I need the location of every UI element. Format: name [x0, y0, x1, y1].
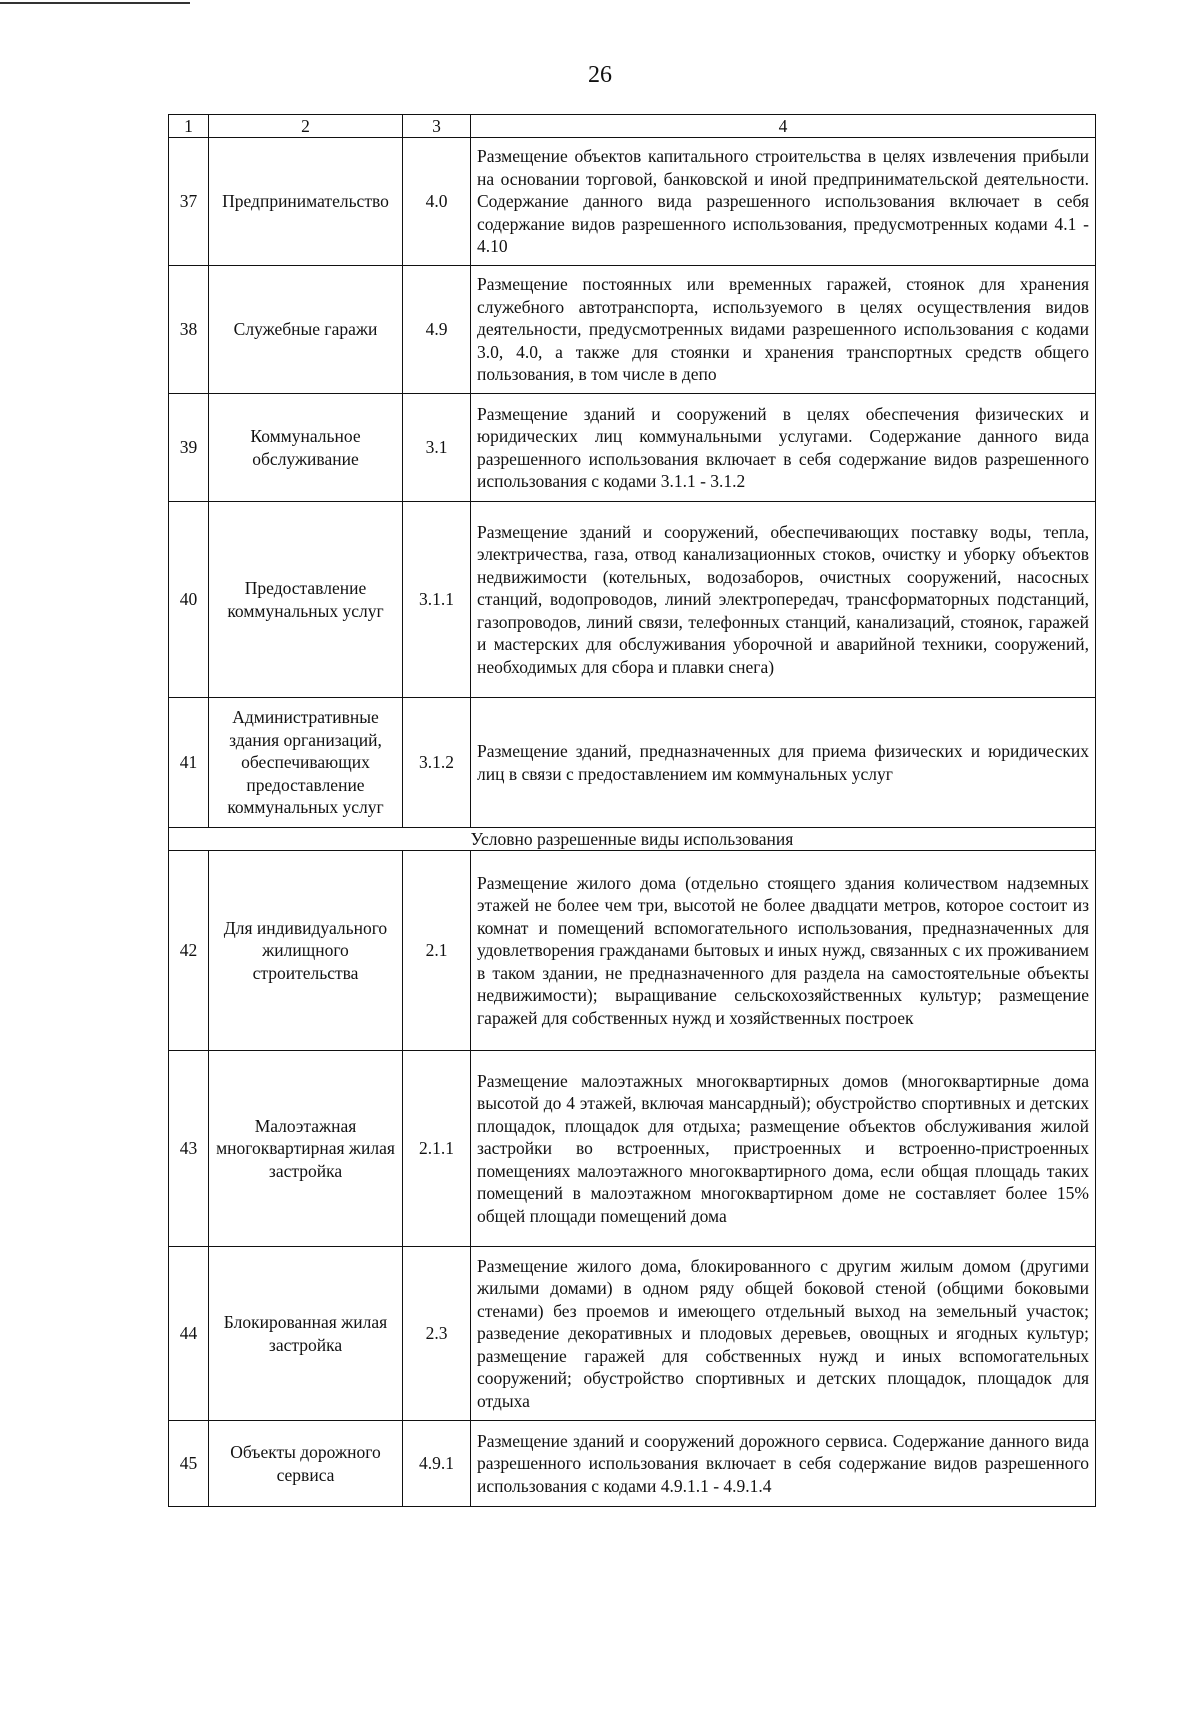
table-row: [169, 394, 1096, 502]
header-col-2: 2: [209, 115, 403, 138]
use-description: Размещение малоэтажных многоквартирных домов (многоквартирные дома высотой до 4 этажей, включая мансардный); обустройство спортивных и детских площадок, площадок для отдыха; размещение объектов обслуживания жилой застройки во встроенных, пристроенных и встроенно-пристроенных помещениях малоэтажного многоквартирного дома, если общая площадь таких помещений в малоэтажном многоквартирном доме не составляет более 15% общей площади помещений дома: [471, 1051, 1096, 1247]
row-number: 45: [169, 1421, 209, 1507]
use-code: 3.1.1: [403, 502, 471, 698]
use-description: Размещение жилого дома (отдельно стоящего здания количеством надземных этажей не более чем три, высотой не более двадцати метров, которое состоит из комнат и помещений вспомогательного использования, предназначенных для удовлетворения гражданами бытовых и иных нужд, связанных с их проживанием в таком здании, не предназначенного для раздела на самостоятельные объекты недвижимости); выращивание сельскохозяйственных культур; размещение гаражей для собственных нужд и хозяйственных построек: [471, 851, 1096, 1051]
use-name: Малоэтажная многоквартирная жилая застройка: [209, 1051, 403, 1247]
row-number: 38: [169, 266, 209, 394]
table-row: [169, 1051, 1096, 1247]
use-description: Размещение зданий и сооружений в целях обеспечения физических и юридических лиц коммунальными услугами. Содержание данного вида разрешенного использования включает в себя содержание видов разрешенного использования с кодами 3.1.1 - 3.1.2: [471, 394, 1096, 502]
row-number: 42: [169, 851, 209, 1051]
table-row: [169, 502, 1096, 698]
page-number: 26: [588, 62, 612, 88]
use-code: 4.0: [403, 138, 471, 266]
table-header-row: [169, 115, 1096, 138]
use-name: Предоставление коммунальных услуг: [209, 502, 403, 698]
use-code: 2.1: [403, 851, 471, 1051]
scan-artifact-line: [0, 2, 190, 4]
use-name: Объекты дорожного сервиса: [209, 1421, 403, 1507]
use-name: Коммунальное обслуживание: [209, 394, 403, 502]
use-code: 2.3: [403, 1247, 471, 1421]
header-col-1: 1: [169, 115, 209, 138]
row-number: 44: [169, 1247, 209, 1421]
land-use-table: [168, 114, 1096, 1507]
row-number: 43: [169, 1051, 209, 1247]
use-description: Размещение зданий, предназначенных для приема физических и юридических лиц в связи с предоставлением им коммунальных услуг: [471, 698, 1096, 828]
table-row: [169, 266, 1096, 394]
use-description: Размещение зданий и сооружений, обеспечивающих поставку воды, тепла, электричества, газа, отвод канализационных стоков, очистку и уборку объектов недвижимости (котельных, водозаборов, очистных сооружений, насосных станций, водопроводов, линий электропередач, трансформаторных подстанций, газопроводов, линий связи, телефонных станций, канализаций, стоянок, гаражей и мастерских для обслуживания уборочной и аварийной техники, сооружений, необходимых для сбора и плавки снега): [471, 502, 1096, 698]
use-code: 3.1: [403, 394, 471, 502]
use-description: Размещение постоянных или временных гаражей, стоянок для хранения служебного автотранспорта, используемого в целях осуществления видов деятельности, предусмотренных видами разрешенного использования с кодами 3.0, 4.0, а также для стоянки и хранения транспортных средств общего пользования, в том числе в депо: [471, 266, 1096, 394]
use-name: Предпринимательство: [209, 138, 403, 266]
row-number: 37: [169, 138, 209, 266]
use-code: 4.9: [403, 266, 471, 394]
row-number: 40: [169, 502, 209, 698]
row-number: 39: [169, 394, 209, 502]
table-row: [169, 698, 1096, 828]
use-name: Для индивидуального жилищного строительства: [209, 851, 403, 1051]
table-row: [169, 1421, 1096, 1507]
header-col-3: 3: [403, 115, 471, 138]
use-description: Размещение зданий и сооружений дорожного сервиса. Содержание данного вида разрешенного использования включает в себя содержание видов разрешенного использования с кодами 4.9.1.1 - 4.9.1.4: [471, 1421, 1096, 1507]
table-row: [169, 851, 1096, 1051]
use-code: 4.9.1: [403, 1421, 471, 1507]
table-row: [169, 138, 1096, 266]
section-row: [169, 828, 1096, 851]
section-title: Условно разрешенные виды использования: [169, 828, 1096, 851]
header-col-4: 4: [471, 115, 1096, 138]
table-row: [169, 1247, 1096, 1421]
use-code: 3.1.2: [403, 698, 471, 828]
row-number: 41: [169, 698, 209, 828]
use-name: Блокированная жилая застройка: [209, 1247, 403, 1421]
use-code: 2.1.1: [403, 1051, 471, 1247]
use-description: Размещение жилого дома, блокированного с другим жилым домом (другими жилыми домами) в одном ряду общей боковой стеной (общими боковыми стенами) без проемов и имеющего отдельный выход на земельный участок; разведение декоративных и плодовых деревьев, овощных и ягодных культур; размещение гаражей для собственных нужд и иных вспомогательных сооружений; обустройство спортивных и детских площадок, площадок для отдыха: [471, 1247, 1096, 1421]
use-name: Административные здания организаций, обеспечивающих предоставление коммунальных услуг: [209, 698, 403, 828]
use-description: Размещение объектов капитального строительства в целях извлечения прибыли на основании торговой, банковской и иной предпринимательской деятельности. Содержание данного вида разрешенного использования включает в себя содержание видов разрешенного использования, предусмотренных кодами 4.1 - 4.10: [471, 138, 1096, 266]
use-name: Служебные гаражи: [209, 266, 403, 394]
